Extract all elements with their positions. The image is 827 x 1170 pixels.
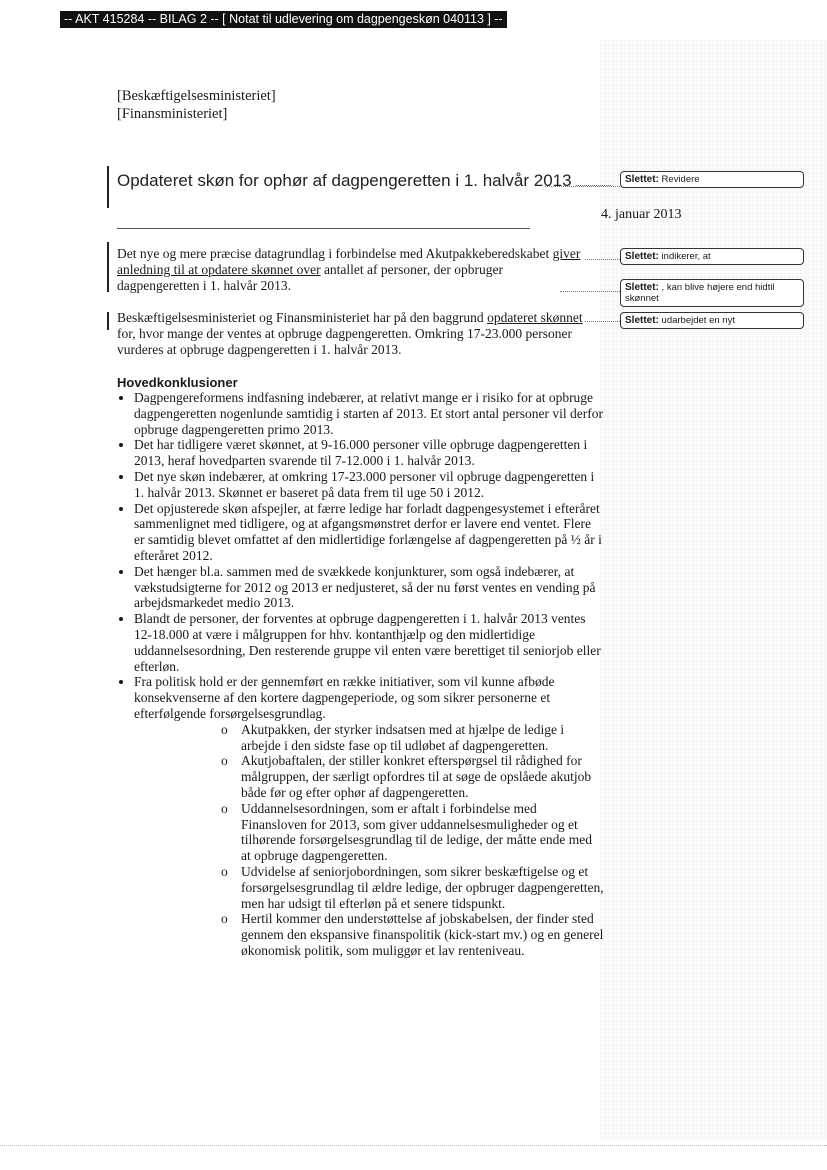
- comment-leader: [585, 321, 620, 322]
- change-bar: [107, 242, 109, 292]
- comment-leader: [545, 186, 620, 187]
- list-item: • Det har tidligere været skønnet, at 9-16.000 personer ville opbruge dagpengeretten i 2013, heraf hovedparten svarende til 7-12.000 i 1. halvår 2013.: [134, 437, 604, 469]
- para2-text: Beskæftigelsesministeriet og Finansministeriet har på den baggrund: [117, 310, 488, 325]
- comment-label: Slettet:: [625, 251, 659, 262]
- deletion-comment[interactable]: [620, 248, 804, 265]
- list-item: [134, 674, 604, 958]
- sub-list-item: o Uddannelsesordningen, som er aftalt i forbindelse med Finansloven for 2013, som giver uddannelsesmuligheder og et tilhørende forsørgelsesgrundlag til de ledige, der måtte ende med at opbruge dagpengeretten.: [221, 801, 604, 864]
- list-item: • Det hænger bl.a. sammen med de svækkede konjunkturer, som også indebærer, at vækstudsigterne for 2012 og 2013 er nedjusteret, så der nu først ventes en vending på arbejdsmarkedet medio 2013.: [134, 564, 604, 611]
- title-text: Opdateret skøn for ophør af dagpengeretten i 1. halvår 2013: [117, 171, 572, 190]
- para2-text: for, hvor mange der ventes at opbruge dagpengeretten. Omkring 17-23.000 personer vurderes at opbruge dagpengeretten i 1. halvår 2013.: [117, 326, 572, 357]
- comment-label: Slettet:: [625, 315, 659, 326]
- initiatives-list: [134, 722, 604, 959]
- change-bar: [107, 166, 109, 208]
- sub-list-item: o Hertil kommer den understøttelse af jobskabelsen, der finder sted gennem den ekspansive finanspolitik (kick-start mv.) og en generel økonomisk politik, som muliggør et lav renteniveau.: [221, 911, 604, 958]
- comment-text: , kan blive højere end hidtil skønnet: [625, 282, 775, 304]
- list-item: • Det nye skøn indebærer, at omkring 17-23.000 personer vil opbruge dagpengeretten i 1. halvår 2013. Skønnet er baseret på data frem til uge 50 i 2012.: [134, 469, 604, 501]
- list-item: • Blandt de personer, der forventes at opbruge dagpengeretten i 1. halvår 2013 ventes 12-18.000 at være i målgruppen for hhv. kontanthjælp og den midlertidige uddannelsesordning, Den resterende gruppe vil enten være berettiget til seniorjob eller efterløn.: [134, 611, 604, 674]
- para1-text: Det nye og mere præcise datagrundlag i forbindelse med Akutpakkeberedskabet: [117, 246, 553, 261]
- section-heading: Hovedkonklusioner: [117, 375, 238, 390]
- deletion-comment[interactable]: [620, 312, 804, 329]
- inserted-text: giver anledning til at opdatere skønnet over: [117, 246, 581, 277]
- title-rule: [117, 228, 530, 229]
- conclusions-list: [117, 390, 604, 959]
- comment-leader: [585, 259, 620, 260]
- document-date: 4. januar 2013: [601, 207, 682, 222]
- para1-text: antallet af personer, der opbruger dagpengeretten i 1. halvår 2013: [117, 262, 503, 293]
- comment-text: indikerer, at: [661, 251, 711, 262]
- comment-label: Slettet:: [625, 282, 659, 293]
- list-item: • Dagpengereformens indfasning indebærer, at relativt mange er i risiko for at opbruge dagpengeretten nogenlunde samtidig i starten af 2013. Et stort antal personer vil derfor opbruge dagpengeretten primo 2013.: [134, 390, 604, 437]
- document-title: [117, 171, 611, 191]
- ministry-block: [117, 87, 276, 123]
- deletion-comment[interactable]: [620, 171, 804, 188]
- document-header-stamp: -- AKT 415284 -- BILAG 2 -- [ Notat til udlevering om dagpengeskøn 040113 ] --: [60, 11, 507, 28]
- comment-text: Revidere: [661, 174, 700, 185]
- sub-list-item: o Udvidelse af seniorjobordningen, som sikrer beskæftigelse og et forsørgelsesgrundlag til ældre ledige, der opbruger dagpengeretten, men har udsigt til efterløn på et senere tidspunkt.: [221, 864, 604, 911]
- comment-text: udarbejdet en nyt: [661, 315, 735, 326]
- page-bottom-rule: [0, 1145, 827, 1146]
- estimate-paragraph: [117, 310, 585, 358]
- deletion-comment[interactable]: [620, 279, 804, 307]
- comment-margin: [600, 40, 827, 1140]
- comment-label: Slettet:: [625, 174, 659, 185]
- intro-paragraph: [117, 246, 585, 294]
- ministry-line: [Finansministeriet]: [117, 106, 228, 122]
- list-item-text: Fra politisk hold er der gennemført en række initiativer, som vil kunne afbøde konsekvenserne af den kortere dagpengeperiode, og som sikrer personerne et efterfølgende forsørgelsesgrundlag.: [134, 674, 555, 721]
- list-item: • Det opjusterede skøn afspejler, at færre ledige har forladt dagpengesystemet i efteråret sammenlignet med tidligere, og at afgangsmønstret derfor er lavere end ventet. Flere er samtidig blevet omfattet af den midlertidige forlængelse af dagpengeretten på ½ år i efteråret 2012.: [134, 501, 604, 564]
- ministry-line: [Beskæftigelsesministeriet]: [117, 88, 276, 104]
- comment-leader: [560, 291, 620, 292]
- sub-list-item: o Akutjobaftalen, der stiller konkret efterspørgsel til rådighed for målgruppen, der særligt opfordres til at søge de opslåede akutjob både før og efter ophør af dagpengeretten.: [221, 753, 604, 800]
- sub-list-item: o Akutpakken, der styrker indsatsen med at hjælpe de ledige i arbejde i den sidste fase op til udløbet af dagpengeretten.: [221, 722, 604, 754]
- para1-period: .: [287, 278, 291, 293]
- inserted-text: opdateret skønnet: [487, 310, 583, 325]
- change-bar: [107, 312, 109, 330]
